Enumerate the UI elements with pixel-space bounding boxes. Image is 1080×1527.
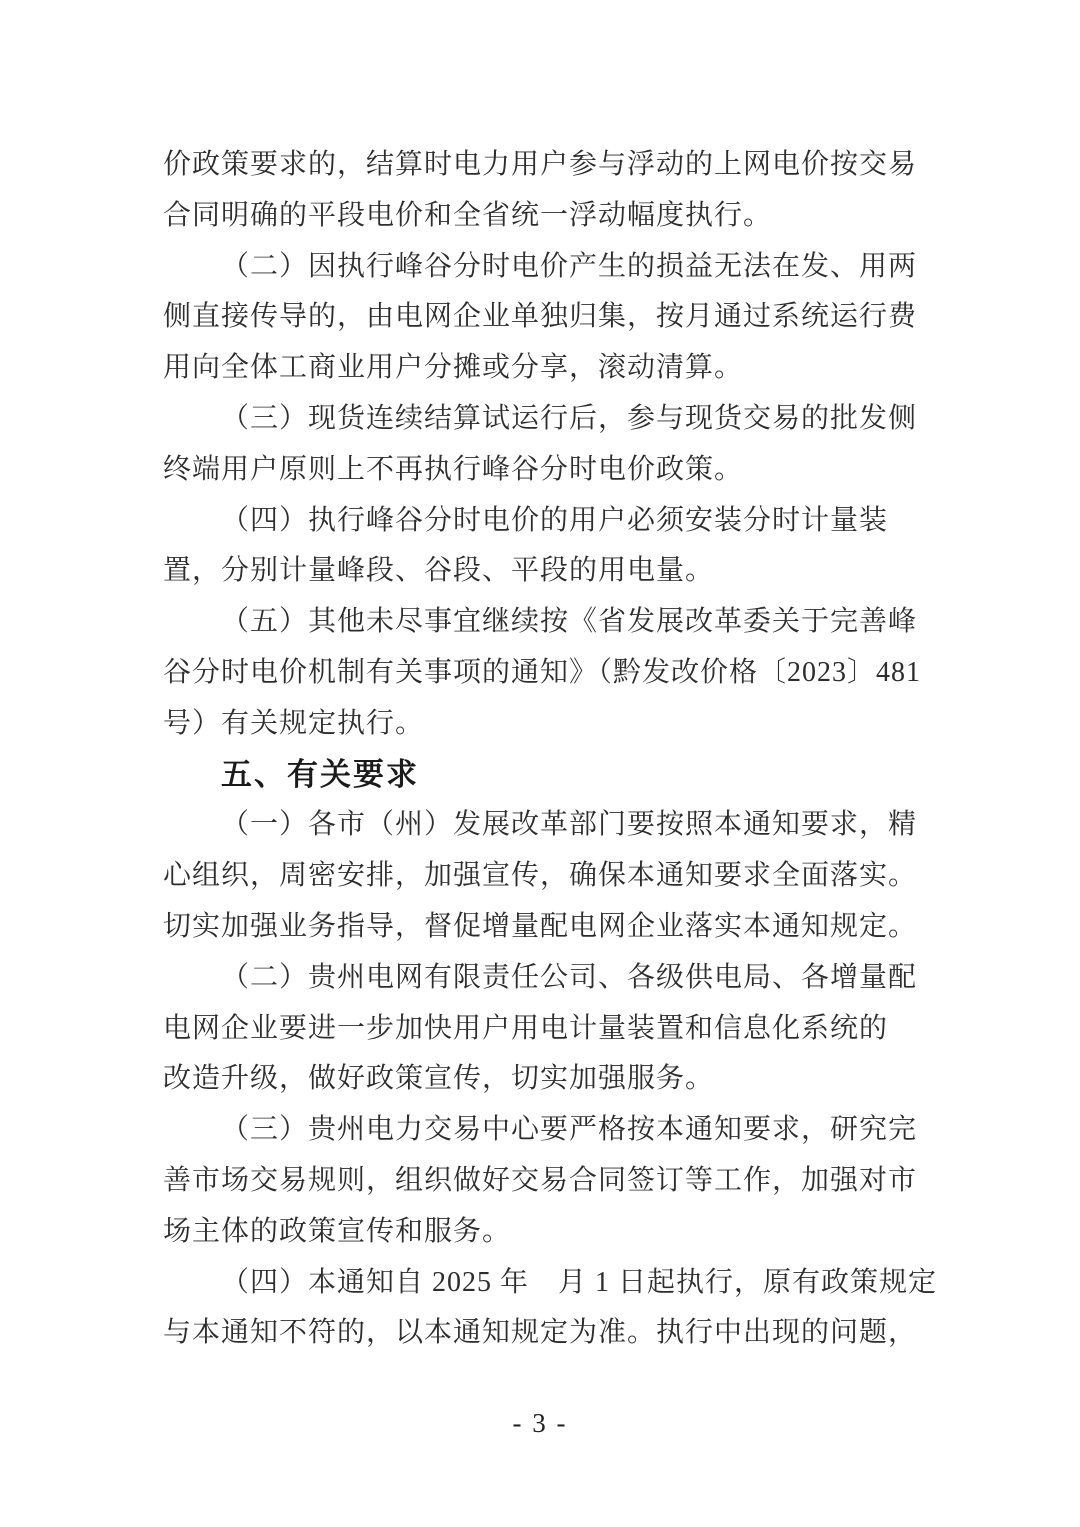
text-line: （一）各市（州）发展改革部门要按照本通知要求，精: [221, 809, 918, 841]
text-line: 切实加强业务指导，督促增量配电网企业落实本通知规定。: [163, 910, 918, 942]
document-text-block: [163, 140, 938, 1359]
text-line: 侧直接传导的，由电网企业单独归集，按月通过系统运行费: [163, 301, 918, 333]
text-line: 谷分时电价机制有关事项的通知》（黔发改价格〔2023〕481: [163, 656, 922, 688]
text-line: 号）有关规定执行。: [163, 707, 425, 739]
text-line: 与本通知不符的，以本通知规定为准。执行中出现的问题，: [163, 1317, 918, 1349]
text-line: （四）本通知自 2025 年 月 1 日起执行，原有政策规定: [221, 1266, 938, 1298]
text-line: 改造升级，做好政策宣传，切实加强服务。: [163, 1063, 715, 1095]
text-line: （三）现货连续结算试运行后，参与现货交易的批发侧: [221, 402, 918, 434]
text-line: 心组织，周密安排，加强宣传，确保本通知要求全面落实。: [163, 860, 918, 892]
text-line: 合同明确的平段电价和全省统一浮动幅度执行。: [163, 199, 773, 231]
text-line: 置，分别计量峰段、谷段、平段的用电量。: [163, 555, 715, 587]
text-line: 场主体的政策宣传和服务。: [163, 1215, 512, 1247]
text-line: 价政策要求的，结算时电力用户参与浮动的上网电价按交易: [163, 149, 918, 180]
section-heading: 五、有关要求: [221, 756, 419, 792]
text-line: 用向全体工商业用户分摊或分享，滚动清算。: [163, 352, 744, 384]
text-line: 善市场交易规则，组织做好交易合同签订等工作，加强对市: [163, 1164, 918, 1196]
text-line: （二）因执行峰谷分时电价产生的损益无法在发、用两: [221, 250, 918, 282]
page-number: - 3 -: [512, 1408, 568, 1438]
text-line: （五）其他未尽事宜继续按《省发展改革委关于完善峰: [221, 606, 918, 638]
text-line: 电网企业要进一步加快用户用电计量装置和信息化系统的: [163, 1012, 889, 1044]
text-line: （二）贵州电网有限责任公司、各级供电局、各增量配: [221, 961, 918, 993]
text-line: （三）贵州电力交易中心要严格按本通知要求，研究完: [221, 1114, 918, 1146]
text-line: （四）执行峰谷分时电价的用户必须安装分时计量装: [221, 504, 889, 536]
text-line: 终端用户原则上不再执行峰谷分时电价政策。: [163, 453, 744, 485]
